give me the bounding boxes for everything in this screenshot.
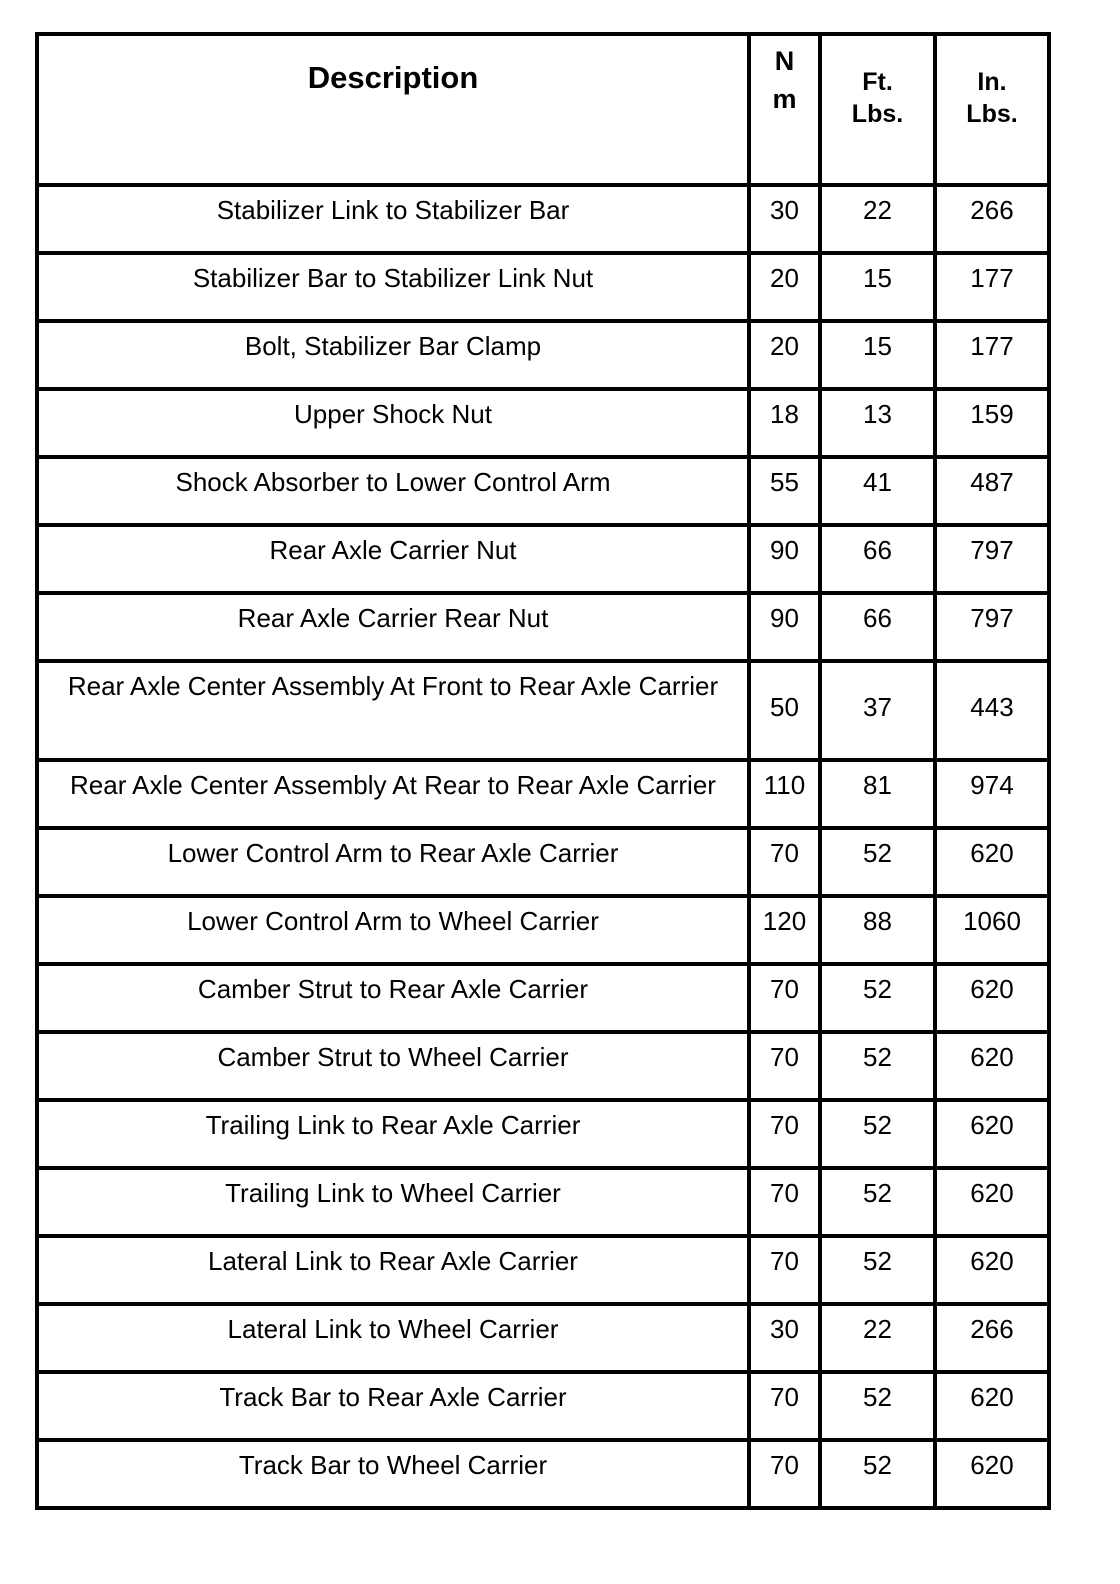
description-cell: Camber Strut to Wheel Carrier: [37, 1032, 749, 1100]
table-row: [37, 1168, 1049, 1236]
header-description: Description: [37, 34, 749, 185]
in-lbs-cell: 266: [935, 185, 1049, 253]
in-lbs-cell: 177: [935, 321, 1049, 389]
table-row: [37, 457, 1049, 525]
table-row: [37, 1372, 1049, 1440]
header-ft-lbs: [820, 34, 935, 185]
description-cell: Rear Axle Center Assembly At Rear to Rear Axle Carrier: [37, 760, 749, 828]
table-row: [37, 389, 1049, 457]
in-lbs-cell: 620: [935, 1372, 1049, 1440]
header-nm-line1: N: [774, 46, 795, 76]
ft-lbs-cell: 52: [820, 1236, 935, 1304]
header-in-line2: Lbs.: [966, 100, 1018, 128]
description-cell: Rear Axle Center Assembly At Front to Rear Axle Carrier: [37, 661, 749, 760]
header-nm-line2: m: [772, 84, 797, 114]
ft-lbs-cell: 52: [820, 1100, 935, 1168]
nm-cell: 70: [749, 1236, 820, 1304]
description-cell: Upper Shock Nut: [37, 389, 749, 457]
nm-cell: 70: [749, 1372, 820, 1440]
in-lbs-cell: 620: [935, 1100, 1049, 1168]
table-row: [37, 321, 1049, 389]
in-lbs-cell: 974: [935, 760, 1049, 828]
in-lbs-cell: 620: [935, 1236, 1049, 1304]
ft-lbs-cell: 52: [820, 1032, 935, 1100]
ft-lbs-cell: 41: [820, 457, 935, 525]
table-row: [37, 964, 1049, 1032]
table-row: [37, 525, 1049, 593]
table-row: [37, 1032, 1049, 1100]
header-ft-line2: Lbs.: [851, 100, 904, 128]
ft-lbs-cell: 52: [820, 1440, 935, 1508]
nm-cell: 110: [749, 760, 820, 828]
ft-lbs-cell: 52: [820, 964, 935, 1032]
in-lbs-cell: 177: [935, 253, 1049, 321]
nm-cell: 55: [749, 457, 820, 525]
table-body: [37, 185, 1049, 1508]
description-cell: Stabilizer Link to Stabilizer Bar: [37, 185, 749, 253]
ft-lbs-cell: 22: [820, 1304, 935, 1372]
description-cell: Rear Axle Carrier Nut: [37, 525, 749, 593]
in-lbs-cell: 620: [935, 828, 1049, 896]
table-row: [37, 185, 1049, 253]
description-cell: Bolt, Stabilizer Bar Clamp: [37, 321, 749, 389]
ft-lbs-cell: 88: [820, 896, 935, 964]
nm-cell: 50: [749, 661, 820, 760]
header-in-lbs: [935, 34, 1049, 185]
nm-cell: 20: [749, 253, 820, 321]
table-row: [37, 828, 1049, 896]
nm-cell: 30: [749, 185, 820, 253]
nm-cell: 70: [749, 1032, 820, 1100]
nm-cell: 70: [749, 1440, 820, 1508]
header-row: [37, 34, 1049, 185]
ft-lbs-cell: 37: [820, 661, 935, 760]
header-in-line1: In.: [977, 68, 1007, 96]
in-lbs-cell: 620: [935, 964, 1049, 1032]
description-cell: Track Bar to Wheel Carrier: [37, 1440, 749, 1508]
ft-lbs-cell: 13: [820, 389, 935, 457]
description-cell: Camber Strut to Rear Axle Carrier: [37, 964, 749, 1032]
description-cell: Trailing Link to Wheel Carrier: [37, 1168, 749, 1236]
description-cell: Lower Control Arm to Rear Axle Carrier: [37, 828, 749, 896]
ft-lbs-cell: 22: [820, 185, 935, 253]
description-cell: Trailing Link to Rear Axle Carrier: [37, 1100, 749, 1168]
in-lbs-cell: 620: [935, 1440, 1049, 1508]
table-row: [37, 593, 1049, 661]
nm-cell: 90: [749, 525, 820, 593]
in-lbs-cell: 620: [935, 1168, 1049, 1236]
table-row: [37, 1304, 1049, 1372]
ft-lbs-cell: 52: [820, 828, 935, 896]
nm-cell: 90: [749, 593, 820, 661]
table-row: [37, 1236, 1049, 1304]
nm-cell: 70: [749, 828, 820, 896]
ft-lbs-cell: 52: [820, 1372, 935, 1440]
table-row: [37, 760, 1049, 828]
ft-lbs-cell: 66: [820, 525, 935, 593]
ft-lbs-cell: 66: [820, 593, 935, 661]
nm-cell: 120: [749, 896, 820, 964]
ft-lbs-cell: 15: [820, 321, 935, 389]
header-nm: [749, 34, 820, 185]
table-row: [37, 1100, 1049, 1168]
nm-cell: 70: [749, 964, 820, 1032]
table-header: [37, 34, 1049, 185]
ft-lbs-cell: 15: [820, 253, 935, 321]
in-lbs-cell: 1060: [935, 896, 1049, 964]
in-lbs-cell: 797: [935, 525, 1049, 593]
in-lbs-cell: 266: [935, 1304, 1049, 1372]
description-cell: Stabilizer Bar to Stabilizer Link Nut: [37, 253, 749, 321]
torque-spec-table: [35, 32, 1051, 1510]
description-cell: Lateral Link to Wheel Carrier: [37, 1304, 749, 1372]
description-cell: Track Bar to Rear Axle Carrier: [37, 1372, 749, 1440]
description-cell: Rear Axle Carrier Rear Nut: [37, 593, 749, 661]
table-row: [37, 661, 1049, 760]
in-lbs-cell: 159: [935, 389, 1049, 457]
table-row: [37, 896, 1049, 964]
in-lbs-cell: 487: [935, 457, 1049, 525]
ft-lbs-cell: 52: [820, 1168, 935, 1236]
in-lbs-cell: 443: [935, 661, 1049, 760]
table-row: [37, 253, 1049, 321]
description-cell: Shock Absorber to Lower Control Arm: [37, 457, 749, 525]
nm-cell: 70: [749, 1168, 820, 1236]
nm-cell: 20: [749, 321, 820, 389]
table-row: [37, 1440, 1049, 1508]
header-ft-line1: Ft.: [862, 68, 893, 96]
nm-cell: 18: [749, 389, 820, 457]
nm-cell: 30: [749, 1304, 820, 1372]
ft-lbs-cell: 81: [820, 760, 935, 828]
description-cell: Lateral Link to Rear Axle Carrier: [37, 1236, 749, 1304]
nm-cell: 70: [749, 1100, 820, 1168]
in-lbs-cell: 797: [935, 593, 1049, 661]
description-cell: Lower Control Arm to Wheel Carrier: [37, 896, 749, 964]
in-lbs-cell: 620: [935, 1032, 1049, 1100]
